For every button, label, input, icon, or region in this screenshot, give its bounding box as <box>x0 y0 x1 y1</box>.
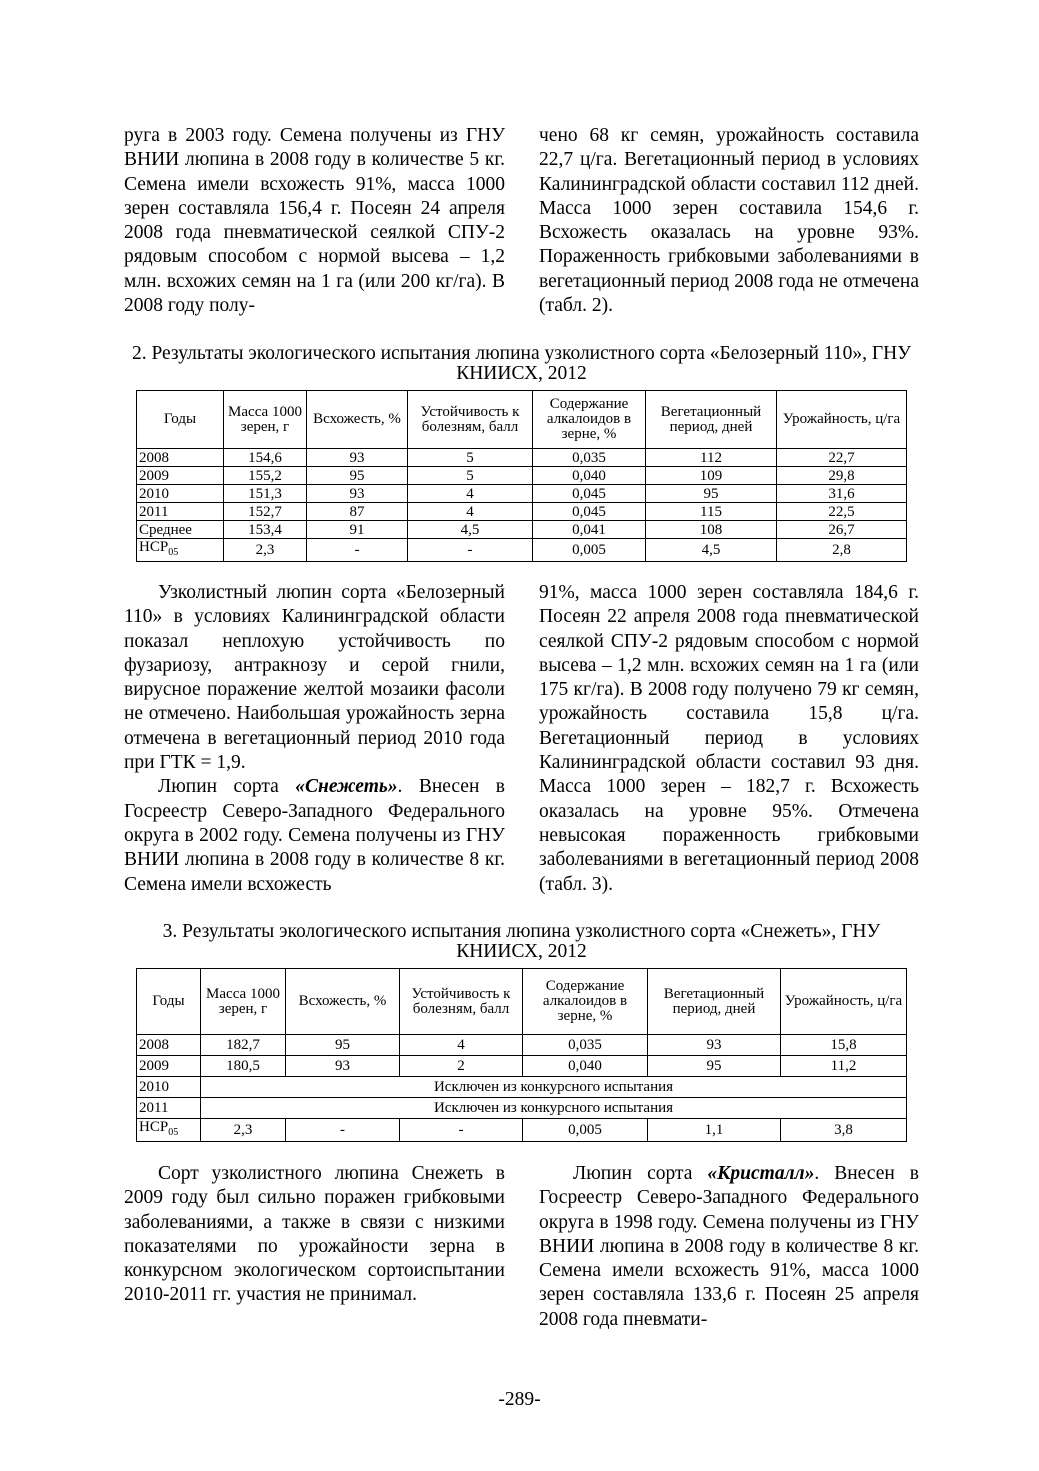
table2-cell: 5 <box>408 467 533 485</box>
bottom-text-column-right <box>539 1162 919 1332</box>
table2-cell: 115 <box>646 503 777 521</box>
table2-cell: 152,7 <box>224 503 307 521</box>
table2-row <box>137 503 907 521</box>
table3-cell: 2008 <box>137 1035 201 1056</box>
text-run: . Внесен в Госреестр Северо-Западного Федерального округа в 2002 году. Семена получены из ГНУ ВНИИ люпина в 2008 году в количестве 8 кг. Семена имели всхожесть <box>124 776 505 895</box>
table2-header-cell: Устойчивость к болезням, балл <box>408 391 533 449</box>
table2-cell: 151,3 <box>224 485 307 503</box>
text-run: Люпин сорта <box>158 776 296 798</box>
table3-cell: 93 <box>648 1035 781 1056</box>
paragraph: Сорт узколистного люпина Снежеть в 2009 году был сильно поражен грибковыми заболеваниями, а также в связи с низкими показателями по урожайности зерна в конкурсном экологическом сортоиспытании 2010-2011 гг. участия не принимал. <box>124 1163 505 1306</box>
table2-cell: 0,035 <box>533 449 646 467</box>
paragraph: Узколистный люпин сорта «Белозерный 110» в условиях Калининградской области показал неплохую устойчивость по фузариозу, антракнозу и серой гнили, вирусное поражение желтой мозаики фасоли не отмечено. Наибольшая урожайность зерна отмечена в вегетационный период 2010 года при ГТК = 1,9. <box>124 582 505 774</box>
table3-cell: 2 <box>400 1056 523 1077</box>
table3-row <box>137 1056 907 1077</box>
table3-row <box>137 1035 907 1056</box>
table2-cell: 2010 <box>137 485 224 503</box>
table2-cell: 154,6 <box>224 449 307 467</box>
table2-cell: 4 <box>408 485 533 503</box>
table3-cell: - <box>286 1119 400 1142</box>
table2-row <box>137 521 907 539</box>
table3-cell: 2,3 <box>201 1119 286 1142</box>
table2-cell: 2009 <box>137 467 224 485</box>
variety-name: «Снежеть» <box>295 776 398 798</box>
table3-cell: 1,1 <box>648 1119 781 1142</box>
table3-header-cell: Всхожесть, % <box>286 969 400 1035</box>
table3-cell: 0,035 <box>523 1035 648 1056</box>
table2-cell: 26,7 <box>777 521 907 539</box>
table2-cell: 93 <box>307 485 408 503</box>
table3-header-cell: Годы <box>137 969 201 1035</box>
table2-cell: 0,005 <box>533 539 646 562</box>
table2-cell: 2008 <box>137 449 224 467</box>
table2 <box>136 390 907 562</box>
top-text-column-right <box>539 124 919 318</box>
table3-cell: 2011 <box>137 1098 201 1119</box>
table3-cell: 93 <box>286 1056 400 1077</box>
table3-cell: - <box>400 1119 523 1142</box>
table2-row <box>137 485 907 503</box>
table2-header-cell: Годы <box>137 391 224 449</box>
table2-header-cell: Содержание алкалоидов в зерне, % <box>533 391 646 449</box>
table2-row <box>137 449 907 467</box>
variety-name: «Кристалл» <box>707 1163 815 1184</box>
table2-cell: 4,5 <box>646 539 777 562</box>
table2-cell: 22,5 <box>777 503 907 521</box>
table3-cell: 3,8 <box>781 1119 907 1142</box>
table2-caption: 2. Результаты экологического испытания люпина узколистного сорта «Белозерный 110», ГНУ КНИИСХ, 2012 <box>131 343 912 384</box>
table2-cell: 2011 <box>137 503 224 521</box>
top-text-column-left <box>124 124 505 318</box>
table2-cell: 0,040 <box>533 467 646 485</box>
table2-header-cell: Всхожесть, % <box>307 391 408 449</box>
paragraph: 91%, масса 1000 зерен составляла 184,6 г. Посеян 22 апреля 2008 года пневматической сеялкой СПУ-2 рядовым способом с нормой высева – 1,2 млн. всхожих семян на 1 га (или 175 кг/га). В 2008 году получено 79 кг семян, урожайность составила 15,8 ц/га. Вегетационный период в условиях Калининградской области составил 93 дня. Масса 1000 зерен – 182,7 г. Всхожесть оказалась на уровне 95%. Отмечена невысокая пораженность грибковыми заболеваниями в вегетационный период 2008 (табл. 3). <box>539 582 919 895</box>
table2-cell: 2,3 <box>224 539 307 562</box>
paragraph: руга в 2003 году. Семена получены из ГНУ ВНИИ люпина в 2008 году в количестве 5 кг. Семена имели всхожесть 91%, масса 1000 зерен составляла 156,4 г. Посеян 24 апреля 2008 года пневматической сеялкой СПУ-2 рядовым способом с нормой высева – 1,2 млн. всхожих семян на 1 га (или 200 кг/га). В 2008 году полу- <box>124 125 505 317</box>
table3-row <box>137 1119 907 1142</box>
table2-header-cell: Урожайность, ц/га <box>777 391 907 449</box>
table2-cell: Среднее <box>137 521 224 539</box>
bottom-text-column-left <box>124 1162 505 1308</box>
table2-cell: 31,6 <box>777 485 907 503</box>
table3-cell: 4 <box>400 1035 523 1056</box>
table2-cell: 87 <box>307 503 408 521</box>
table3-cell: $НСР_{05}$ <box>137 1119 201 1142</box>
table3-cell: 2009 <box>137 1056 201 1077</box>
table2-cell: 108 <box>646 521 777 539</box>
table3-cell: 180,5 <box>201 1056 286 1077</box>
table3 <box>136 968 907 1142</box>
table2-row <box>137 539 907 562</box>
table2-cell: $НСР_{05}$ <box>137 539 224 562</box>
table3-header-cell: Вегетационный период, дней <box>648 969 781 1035</box>
table2-header-row <box>137 391 907 449</box>
table2-cell: 0,045 <box>533 503 646 521</box>
table3-cell: 15,8 <box>781 1035 907 1056</box>
paragraph <box>124 775 505 896</box>
table2-cell: 0,045 <box>533 485 646 503</box>
paragraph: чено 68 кг семян, урожайность составила 22,7 ц/га. Вегетационный период в условиях Калининградской области составил 112 дней. Масса 1000 зерен составила 154,6 г. Всхожесть оказалась на уровне 93%. Пораженность грибковыми заболеваниями в вегетационный период 2008 года не отмечена (табл. 2). <box>539 125 919 317</box>
table2-cell: - <box>408 539 533 562</box>
text-run: . Внесен в Госреестр Северо-Западного Федерального округа в 1998 году. Семена получены из ГНУ ВНИИ люпина в 2008 году в количестве 8 кг. Семена имели всхожесть 91%, масса 1000 зерен составляла 133,6 г. Посеян 25 апреля 2008 года пневмати- <box>539 1163 919 1330</box>
table3-header-cell: Устойчивость к болезням, балл <box>400 969 523 1035</box>
table2-cell: 95 <box>307 467 408 485</box>
table3-header-row <box>137 969 907 1035</box>
table3-header-cell: Урожайность, ц/га <box>781 969 907 1035</box>
middle-text-column-right <box>539 581 919 897</box>
table2-cell: 109 <box>646 467 777 485</box>
table3-cell: 182,7 <box>201 1035 286 1056</box>
table2-cell: 29,8 <box>777 467 907 485</box>
table2-cell: 5 <box>408 449 533 467</box>
table3-cell: 11,2 <box>781 1056 907 1077</box>
table2-cell: 95 <box>646 485 777 503</box>
table2-header-cell: Вегетационный период, дней <box>646 391 777 449</box>
table3-excluded-note: Исключен из конкурсного испытания <box>201 1077 907 1098</box>
table3-caption: 3. Результаты экологического испытания люпина узколистного сорта «Снежеть», ГНУ КНИИСХ, 2012 <box>162 921 881 962</box>
table3-cell: 95 <box>648 1056 781 1077</box>
table3-cell: 95 <box>286 1035 400 1056</box>
table2-cell: 93 <box>307 449 408 467</box>
table3-row <box>137 1098 907 1119</box>
table2-cell: 155,2 <box>224 467 307 485</box>
table2-cell: 4,5 <box>408 521 533 539</box>
table3-header-cell: Масса 1000 зерен, г <box>201 969 286 1035</box>
table2-cell: 153,4 <box>224 521 307 539</box>
table2-header-cell: Масса 1000 зерен, г <box>224 391 307 449</box>
table2-row <box>137 467 907 485</box>
table2-cell: 2,8 <box>777 539 907 562</box>
middle-text-column-left <box>124 581 505 897</box>
paragraph <box>539 1162 919 1332</box>
table2-cell: 112 <box>646 449 777 467</box>
text-run: Люпин сорта <box>573 1163 708 1184</box>
table2-cell: - <box>307 539 408 562</box>
table2-cell: 0,041 <box>533 521 646 539</box>
table3-excluded-note: Исключен из конкурсного испытания <box>201 1098 907 1119</box>
table2-cell: 91 <box>307 521 408 539</box>
table3-row <box>137 1077 907 1098</box>
table2-cell: 22,7 <box>777 449 907 467</box>
table3-cell: 2010 <box>137 1077 201 1098</box>
table3-cell: 0,040 <box>523 1056 648 1077</box>
table3-cell: 0,005 <box>523 1119 648 1142</box>
table3-header-cell: Содержание алкалоидов в зерне, % <box>523 969 648 1035</box>
table2-cell: 4 <box>408 503 533 521</box>
page-number: -289- <box>498 1389 541 1410</box>
